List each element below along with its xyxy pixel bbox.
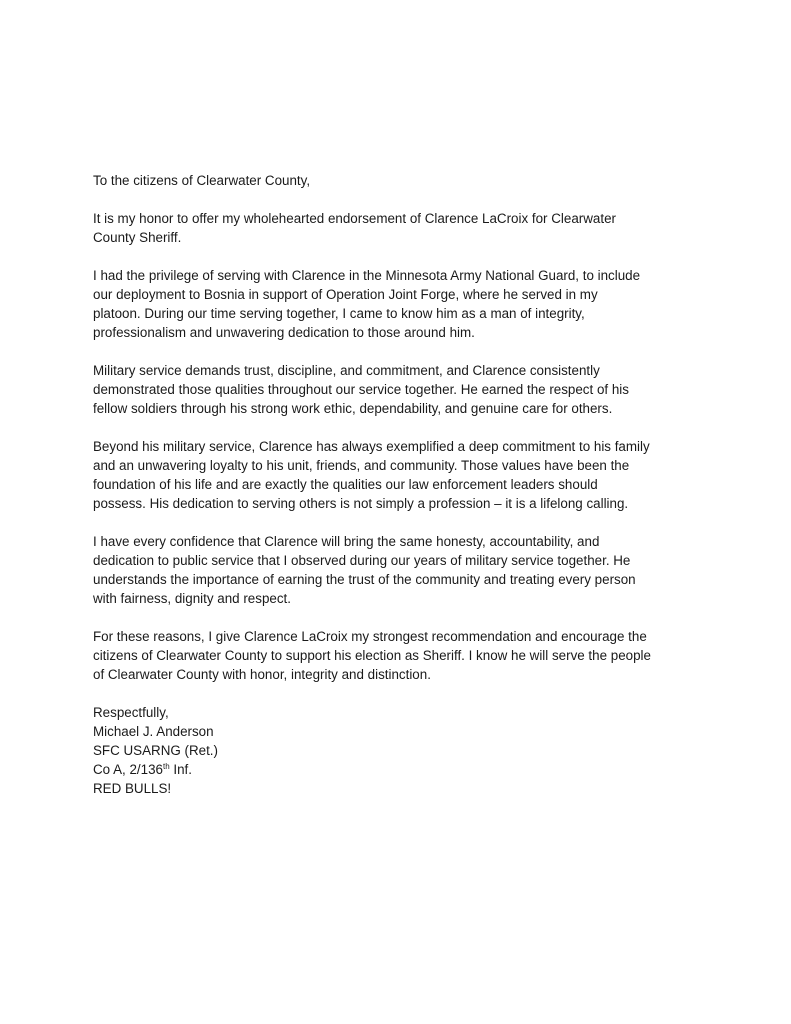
text-line: citizens of Clearwater County to support his election as Sheriff. I know he will serve the people [93,648,651,663]
text-line: of Clearwater County with honor, integrity and distinction. [93,667,431,682]
paragraph-recommendation [93,627,713,684]
text-line: County Sheriff. [93,230,182,245]
text-line: and an unwavering loyalty to his unit, friends, and community. Those values have been the [93,458,630,473]
text-line: Beyond his military service, Clarence has always exemplified a deep commitment to his family [93,439,650,454]
text-line: I had the privilege of serving with Clarence in the Minnesota Army National Guard, to include [93,268,641,283]
letter-body [93,171,713,798]
motto: RED BULLS! [93,781,172,796]
text-line: our deployment to Bosnia in support of Operation Joint Forge, where he served in my [93,287,598,302]
text-line: It is my honor to offer my wholehearted endorsement of Clarence LaCroix for Clearwater [93,211,616,226]
text-line: foundation of his life and are exactly the qualities our law enforcement leaders should [93,477,598,492]
text-line: Military service demands trust, discipline, and commitment, and Clarence consistently [93,363,600,378]
text-line: platoon. During our time serving together, I came to know him as a man of integrity, [93,306,585,321]
paragraph-character [93,437,713,513]
signer-unit-suffix: Inf. [169,762,192,777]
signer-unit-prefix: Co A, 2/136 [93,762,163,777]
signer-unit [93,760,713,779]
text-line: fellow soldiers through his strong work ethic, dependability, and genuine care for others. [93,401,613,416]
text-line: possess. His dedication to serving others is not simply a profession – it is a lifelong calling. [93,496,629,511]
signer-rank: SFC USARNG (Ret.) [93,743,218,758]
text-line: dedication to public service that I observed during our years of military service together. He [93,553,631,568]
salutation: To the citizens of Clearwater County, [93,173,311,188]
text-line: professionalism and unwavering dedication to those around him. [93,325,475,340]
closing: Respectfully, [93,705,169,720]
paragraph-service [93,266,713,342]
signer-unit-ordinal: th [162,762,170,771]
text-line: demonstrated those qualities throughout our service together. He earned the respect of his [93,382,629,397]
text-line: with fairness, dignity and respect. [93,591,291,606]
text-line: I have every confidence that Clarence will bring the same honesty, accountability, and [93,534,600,549]
text-line: understands the importance of earning the trust of the community and treating every person [93,572,636,587]
signer-name: Michael J. Anderson [93,724,214,739]
paragraph-military [93,361,713,418]
signature-block [93,703,713,798]
paragraph-confidence [93,532,713,608]
paragraph-endorsement [93,209,713,247]
text-line: For these reasons, I give Clarence LaCroix my strongest recommendation and encourage the [93,629,647,644]
